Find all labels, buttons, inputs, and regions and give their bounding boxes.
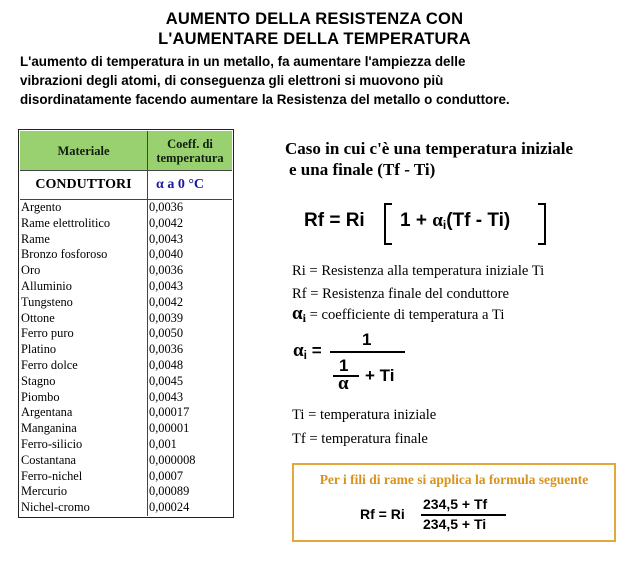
- section-row: [20, 171, 232, 200]
- case-description: [285, 138, 625, 180]
- coefficient-value: 0,0039: [149, 310, 184, 325]
- table-body: [20, 200, 232, 516]
- def-ti: Ti = temperatura iniziale: [292, 407, 437, 423]
- copper-formula-lhs: Rf = Ri: [360, 506, 405, 522]
- material-name: Ferro puro: [21, 326, 74, 341]
- material-name: Rame: [21, 231, 50, 246]
- main-formula-lhs: Rf = Ri: [304, 210, 365, 231]
- table-row: [20, 216, 232, 232]
- table-row: [20, 469, 232, 485]
- table-row: [20, 311, 232, 327]
- copper-formula-denominator: 234,5 + Ti: [423, 516, 487, 532]
- alpha-fraction-numerator: 1: [362, 330, 372, 349]
- material-name: Stagno: [21, 373, 56, 388]
- table-row: [20, 326, 232, 342]
- coefficient-value: 0,0040: [149, 247, 184, 262]
- alpha-inner-denominator: [338, 374, 349, 394]
- coefficient-value: 0,0043: [149, 389, 184, 404]
- material-name: Tungsteno: [21, 294, 73, 309]
- alpha-inner-numerator: 1: [339, 356, 349, 375]
- material-name: Rame elettrolitico: [21, 215, 111, 230]
- table-row: [20, 200, 232, 216]
- coefficient-value: 0,00024: [149, 500, 190, 515]
- material-name: Ottone: [21, 310, 55, 325]
- section-label: CONDUTTORI: [35, 177, 132, 192]
- material-name: Alluminio: [21, 278, 72, 293]
- inner-post: (Tf - Ti): [446, 210, 511, 231]
- table-row: [20, 405, 232, 421]
- coefficient-value: 0,0036: [149, 200, 184, 214]
- coefficient-value: 0,0042: [149, 294, 184, 309]
- material-name: Bronzo fosforoso: [21, 247, 108, 262]
- coefficient-value: 0,0036: [149, 342, 184, 357]
- def-tf: Tf = temperatura finale: [292, 431, 428, 447]
- material-name: Manganina: [21, 421, 77, 436]
- alpha-fraction-lhs: [293, 341, 322, 365]
- header-coeff-line1: Coeff. di: [167, 136, 213, 151]
- material-name: Nichel-cromo: [21, 500, 90, 515]
- resistivity-coefficient-table: [18, 129, 234, 518]
- alpha-symbol: α: [292, 303, 303, 324]
- table-row: [20, 453, 232, 469]
- copper-formula-box: [292, 463, 616, 542]
- case-line1: Caso in cui c'è una temperatura iniziale: [285, 139, 574, 158]
- header-material: Materiale: [57, 143, 110, 158]
- material-name: Platino: [21, 342, 57, 357]
- alpha-at-zero-label: α a 0 °C: [156, 177, 205, 192]
- alpha-subscript: i: [302, 311, 306, 325]
- material-name: Ferro-silicio: [21, 436, 83, 451]
- table-row: [20, 342, 232, 358]
- table-row: [20, 390, 232, 406]
- alpha-symbol: α: [338, 373, 349, 394]
- alpha-symbol: α: [432, 210, 443, 231]
- coefficient-value: 0,0007: [149, 468, 184, 483]
- coefficient-value: 0,0043: [149, 278, 184, 293]
- def-rf: Rf = Resistenza finale del conduttore: [292, 286, 509, 302]
- material-name: Ferro dolce: [21, 357, 78, 372]
- intro-line3: disordinatamente facendo aumentare la Resistenza del metallo o conduttore.: [20, 92, 510, 107]
- table-row: [20, 358, 232, 374]
- alpha-symbol: α: [293, 340, 304, 361]
- alpha-subscript: i: [303, 348, 307, 362]
- coefficient-value: 0,00017: [149, 405, 190, 420]
- material-name: Costantana: [21, 452, 77, 467]
- alpha-subscript: i: [442, 218, 447, 232]
- table-row: [20, 247, 232, 263]
- page-title-line2: L'AUMENTARE DELLA TEMPERATURA: [158, 30, 471, 48]
- intro-line1: L'aumento di temperatura in un metallo, fa aumentare l'ampiezza delle: [20, 54, 466, 69]
- table-row: [20, 500, 232, 516]
- page-title-line1: AUMENTO DELLA RESISTENZA CON: [165, 10, 464, 28]
- def-ri: Ri = Resistenza alla temperatura iniziale Ti: [292, 263, 545, 279]
- alpha-denominator-plus-ti: + Ti: [365, 366, 395, 385]
- table-header: [20, 131, 232, 171]
- table-row: [20, 279, 232, 295]
- copper-formula-numerator: 234,5 + Tf: [423, 496, 488, 512]
- table-row: [20, 295, 232, 311]
- header-coeff-line2: temperatura: [156, 150, 224, 165]
- table-row: [20, 263, 232, 279]
- table-row: [20, 232, 232, 248]
- table-row: [20, 484, 232, 500]
- material-name: Piombo: [21, 389, 60, 404]
- equals-sign: =: [311, 341, 322, 360]
- coefficient-value: 0,000008: [149, 452, 196, 467]
- coefficient-value: 0,0036: [149, 263, 184, 278]
- coefficient-value: 0,00001: [149, 421, 190, 436]
- inner-pre: 1 +: [400, 210, 433, 231]
- case-line2: e una finale (Tf - Ti): [289, 160, 436, 179]
- table-row: [20, 374, 232, 390]
- coefficient-value: 0,0048: [149, 357, 184, 372]
- material-name: Oro: [21, 263, 41, 278]
- copper-box-title: Per i fili di rame si applica la formula seguente: [319, 472, 589, 487]
- def-alpha-text: = coefficiente di temperatura a Ti: [305, 307, 505, 323]
- coefficient-value: 0,00089: [149, 484, 190, 499]
- material-name: Ferro-nichel: [21, 468, 83, 483]
- coefficient-value: 0,001: [149, 436, 177, 451]
- header-coefficient: [148, 131, 232, 170]
- table-row: [20, 437, 232, 453]
- material-name: Argentana: [21, 405, 73, 420]
- coefficient-value: 0,0042: [149, 215, 184, 230]
- material-name: Mercurio: [21, 484, 68, 499]
- right-bracket: [538, 203, 546, 245]
- intro-line2: vibrazioni degli atomi, di conseguenza gli elettroni si muovono più: [20, 73, 444, 88]
- left-bracket: [384, 203, 392, 245]
- def-alpha: [292, 304, 622, 328]
- alpha-fraction-bar: [330, 351, 405, 353]
- coefficient-value: 0,0050: [149, 326, 184, 341]
- main-formula-inner: [400, 209, 510, 237]
- coefficient-value: 0,0045: [149, 373, 184, 388]
- coefficient-value: 0,0043: [149, 231, 184, 246]
- material-name: Argento: [21, 200, 62, 214]
- table-row: [20, 421, 232, 437]
